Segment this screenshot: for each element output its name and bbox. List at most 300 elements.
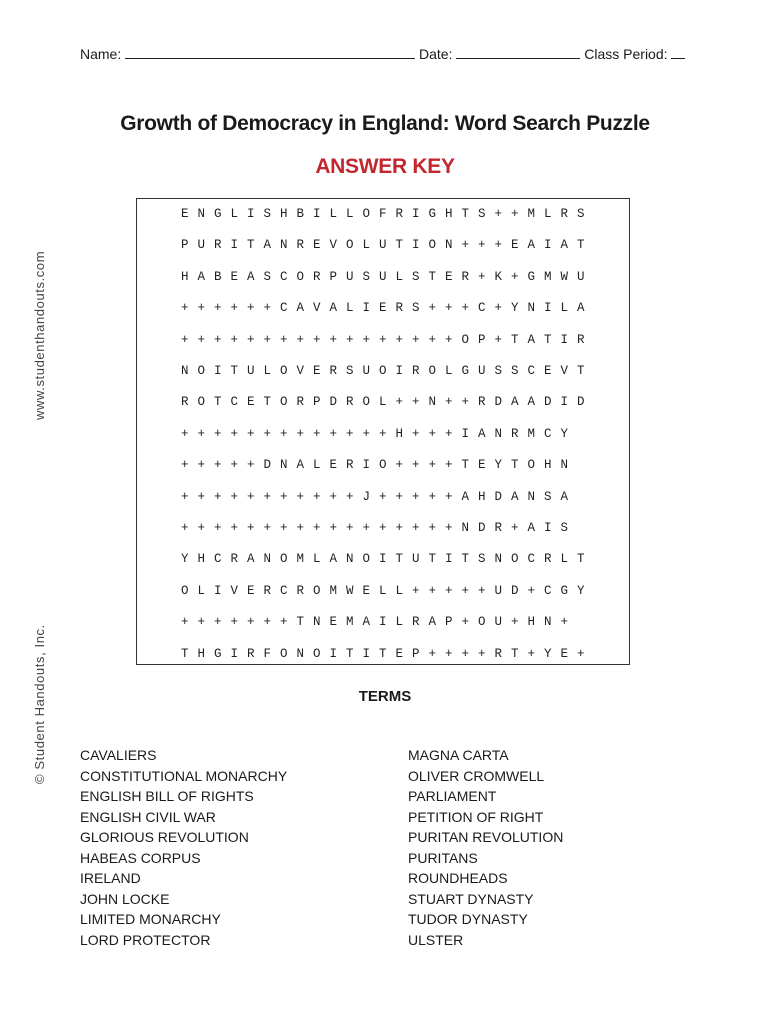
grid-letter: L — [395, 269, 404, 284]
grid-letter: S — [511, 364, 519, 378]
grid-letter: L — [263, 364, 272, 378]
grid-letter: N — [296, 646, 305, 661]
grid-letter: + — [181, 458, 189, 473]
grid-letter: + — [362, 426, 371, 441]
grid-letter: + — [428, 426, 437, 441]
grid-letter: A — [511, 395, 519, 410]
grid-letter: G — [214, 207, 222, 221]
grid-letter: + — [230, 489, 239, 504]
grid-letter: + — [296, 332, 305, 347]
grid-letter: E — [379, 301, 387, 316]
grid-letter: E — [362, 583, 371, 598]
grid-letter: R — [412, 615, 420, 630]
grid-letter: U — [247, 364, 255, 378]
grid-letter: R — [346, 395, 354, 410]
grid-letter: + — [313, 521, 321, 535]
grid-row — [181, 552, 594, 566]
grid-letter: + — [494, 301, 503, 316]
grid-letter: + — [329, 489, 338, 504]
grid-letter: H — [280, 207, 288, 221]
term-item: ULSTER — [408, 931, 464, 948]
grid-letter: T — [511, 458, 519, 473]
grid-row — [181, 427, 577, 441]
grid-letter: G — [461, 364, 470, 378]
grid-letter: L — [362, 238, 371, 253]
word-search-grid — [136, 198, 630, 665]
grid-letter: T — [247, 238, 255, 253]
term-item: MAGNA CARTA — [408, 747, 509, 763]
grid-letter: E — [313, 238, 321, 253]
grid-letter: + — [445, 646, 453, 661]
grid-letter: A — [362, 615, 371, 630]
grid-letter: + — [346, 521, 354, 535]
grid-letter: O — [428, 238, 437, 253]
grid-letter: O — [346, 238, 354, 253]
grid-letter: P — [313, 395, 321, 410]
terms-list-left — [80, 745, 287, 950]
grid-letter: N — [181, 364, 189, 378]
grid-letter: D — [263, 458, 272, 473]
grid-letter: I — [445, 552, 453, 567]
grid-letter: I — [230, 238, 239, 253]
grid-letter: U — [494, 615, 503, 630]
grid-letter: + — [527, 646, 536, 661]
grid-letter: U — [478, 364, 486, 378]
grid-letter: C — [478, 301, 486, 316]
grid-letter: T — [395, 552, 404, 567]
grid-letter: + — [560, 615, 569, 630]
grid-letter: V — [296, 364, 305, 378]
grid-letter: I — [395, 364, 404, 378]
grid-letter: L — [346, 207, 354, 221]
grid-letter: I — [544, 238, 552, 253]
grid-letter: N — [263, 552, 272, 567]
grid-letter: I — [362, 646, 371, 661]
grid-letter: + — [445, 458, 453, 473]
grid-letter: E — [511, 238, 519, 253]
grid-letter: + — [428, 458, 437, 473]
grid-letter: K — [494, 269, 503, 284]
grid-letter: + — [214, 521, 222, 535]
term-item: CONSTITUTIONAL MONARCHY — [80, 767, 288, 784]
grid-letter: P — [181, 238, 189, 253]
grid-letter: H — [197, 552, 206, 567]
grid-letter: N — [544, 615, 552, 630]
grid-letter: N — [560, 458, 569, 473]
grid-letter: + — [461, 395, 470, 410]
date-field[interactable] — [456, 46, 580, 59]
grid-letter: + — [247, 458, 255, 473]
grid-letter: H — [197, 646, 206, 661]
grid-letter: G — [214, 646, 222, 661]
grid-letter: H — [478, 489, 486, 504]
grid-letter: A — [461, 489, 470, 504]
grid-letter: + — [445, 489, 453, 504]
grid-letter: B — [296, 207, 305, 221]
grid-letter: A — [197, 269, 206, 284]
grid-letter: A — [527, 332, 536, 347]
grid-letter: O — [280, 646, 288, 661]
date-label: Date: — [419, 46, 453, 62]
grid-letter: O — [511, 552, 519, 567]
grid-letter: T — [230, 364, 239, 378]
grid-letter: R — [461, 269, 470, 284]
term-item: GLORIOUS REVOLUTION — [80, 829, 249, 845]
grid-letter: T — [181, 646, 189, 661]
grid-letter: + — [329, 332, 338, 347]
grid-letter: + — [379, 489, 387, 504]
grid-letter: T — [379, 646, 387, 661]
grid-row — [181, 458, 577, 472]
grid-letter: C — [280, 301, 288, 316]
grid-letter: L — [329, 207, 338, 221]
grid-letter: R — [478, 395, 486, 410]
grid-letter: L — [346, 301, 354, 316]
grid-letter: Y — [544, 646, 552, 661]
grid-letter: S — [362, 269, 371, 284]
grid-letter: F — [379, 207, 387, 221]
grid-letter: S — [577, 207, 585, 221]
grid-letter: + — [395, 332, 404, 347]
grid-letter: U — [412, 552, 420, 567]
grid-letter: + — [181, 615, 189, 630]
grid-letter: W — [346, 583, 354, 598]
grid-letter: + — [412, 395, 420, 410]
grid-letter: + — [214, 489, 222, 504]
grid-letter: + — [247, 615, 255, 630]
grid-letter: I — [379, 552, 387, 567]
grid-letter: S — [263, 207, 272, 221]
grid-letter: U — [577, 269, 585, 284]
grid-letter: T — [428, 269, 437, 284]
grid-letter: + — [197, 489, 206, 504]
grid-letter: + — [395, 489, 404, 504]
grid-letter: B — [214, 269, 222, 284]
grid-letter: L — [560, 301, 569, 316]
grid-letter: + — [214, 458, 222, 473]
grid-row — [181, 333, 594, 347]
grid-letter: R — [494, 521, 503, 535]
grid-letter: T — [461, 207, 470, 221]
terms-list-right — [408, 745, 563, 950]
grid-letter: O — [478, 615, 486, 630]
grid-letter: S — [544, 489, 552, 504]
grid-letter: R — [247, 646, 255, 661]
grid-letter: R — [494, 646, 503, 661]
grid-letter: + — [197, 301, 206, 316]
grid-letter: + — [263, 332, 272, 347]
grid-letter: A — [527, 521, 536, 535]
grid-letter: + — [445, 583, 453, 598]
grid-letter: E — [329, 615, 338, 630]
grid-letter: A — [296, 458, 305, 473]
grid-letter: U — [379, 269, 387, 284]
grid-letter: R — [181, 395, 189, 410]
grid-letter: A — [560, 238, 569, 253]
grid-letter: + — [230, 332, 239, 347]
grid-letter: O — [313, 646, 321, 661]
grid-letter: + — [527, 583, 536, 598]
grid-letter: T — [346, 646, 354, 661]
grid-letter: N — [494, 552, 503, 567]
grid-letter: T — [296, 615, 305, 630]
grid-letter: + — [280, 426, 288, 441]
grid-letter: S — [412, 269, 420, 284]
grid-letter: + — [280, 521, 288, 535]
grid-letter: O — [527, 458, 536, 473]
grid-letter: E — [544, 364, 552, 378]
grid-letter: P — [478, 332, 486, 347]
grid-letter: G — [560, 583, 569, 598]
grid-letter: + — [445, 332, 453, 347]
grid-row — [181, 615, 577, 629]
grid-letter: + — [214, 301, 222, 316]
grid-letter: D — [577, 395, 585, 410]
grid-letter: O — [379, 458, 387, 473]
grid-letter: + — [412, 458, 420, 473]
grid-letter: A — [329, 552, 338, 567]
grid-letter: A — [247, 552, 255, 567]
grid-letter: + — [197, 332, 206, 347]
grid-letter: A — [329, 301, 338, 316]
grid-letter: D — [494, 395, 503, 410]
grid-letter: + — [461, 615, 470, 630]
grid-letter: + — [362, 332, 371, 347]
grid-letter: T — [577, 552, 585, 567]
grid-letter: + — [478, 238, 486, 253]
grid-letter: + — [428, 646, 437, 661]
grid-letter: O — [280, 552, 288, 567]
grid-letter: + — [247, 521, 255, 535]
grid-letter: C — [214, 552, 222, 567]
grid-letter: E — [445, 269, 453, 284]
grid-letter: I — [214, 364, 222, 378]
grid-letter: L — [544, 207, 552, 221]
grid-letter: M — [527, 426, 536, 441]
grid-letter: + — [214, 332, 222, 347]
grid-letter: T — [395, 238, 404, 253]
grid-letter: + — [461, 238, 470, 253]
grid-letter: + — [428, 489, 437, 504]
grid-letter: P — [445, 615, 453, 630]
grid-letter: T — [461, 552, 470, 567]
grid-letter: + — [197, 615, 206, 630]
grid-letter: + — [577, 646, 585, 661]
grid-row — [181, 238, 594, 252]
grid-letter: + — [445, 521, 453, 535]
grid-letter: + — [296, 521, 305, 535]
grid-letter: L — [313, 552, 321, 567]
grid-letter: + — [313, 426, 321, 441]
grid-letter: T — [544, 332, 552, 347]
grid-letter: E — [247, 395, 255, 410]
grid-letter: + — [511, 269, 519, 284]
grid-letter: + — [280, 615, 288, 630]
grid-letter: O — [181, 583, 189, 598]
grid-letter: I — [412, 238, 420, 253]
grid-letter: E — [313, 364, 321, 378]
grid-letter: + — [428, 521, 437, 535]
term-item: IRELAND — [80, 870, 141, 886]
grid-letter: N — [445, 238, 453, 253]
grid-letter: + — [296, 489, 305, 504]
grid-letter: W — [560, 269, 569, 284]
grid-letter: + — [280, 332, 288, 347]
grid-letter: + — [428, 301, 437, 316]
grid-letter: R — [577, 332, 585, 347]
grid-letter: D — [544, 395, 552, 410]
grid-letter: I — [230, 646, 239, 661]
grid-row — [181, 584, 594, 598]
grid-letter: + — [197, 521, 206, 535]
grid-letter: J — [362, 489, 371, 504]
website-text: www.studenthandouts.com — [32, 250, 47, 420]
grid-letter: N — [428, 395, 437, 410]
grid-row — [181, 395, 594, 409]
grid-letter: Y — [577, 583, 585, 598]
grid-letter: G — [527, 269, 536, 284]
grid-letter: + — [181, 301, 189, 316]
grid-letter: C — [527, 364, 536, 378]
grid-letter: O — [461, 332, 470, 347]
grid-letter: O — [362, 552, 371, 567]
grid-letter: + — [428, 332, 437, 347]
grid-letter: R — [560, 207, 569, 221]
grid-letter: + — [247, 301, 255, 316]
grid-letter: + — [247, 332, 255, 347]
grid-letter: P — [329, 269, 338, 284]
grid-letter: + — [478, 269, 486, 284]
grid-row — [181, 364, 594, 378]
grid-letter: + — [296, 426, 305, 441]
grid-letter: R — [412, 364, 420, 378]
grid-letter: T — [511, 646, 519, 661]
grid-letter: O — [197, 395, 206, 410]
grid-letter: U — [379, 238, 387, 253]
grid-letter: + — [346, 489, 354, 504]
grid-letter: M — [346, 615, 354, 630]
grid-letter: C — [527, 552, 536, 567]
grid-letter: C — [544, 583, 552, 598]
grid-letter: A — [296, 301, 305, 316]
grid-letter: + — [230, 521, 239, 535]
grid-letter: + — [395, 521, 404, 535]
grid-letter: F — [263, 646, 272, 661]
grid-row — [181, 207, 594, 221]
terms-heading: TERMS — [358, 688, 412, 705]
grid-letter: M — [329, 583, 338, 598]
grid-letter: T — [428, 552, 437, 567]
grid-letter: + — [494, 332, 503, 347]
grid-letter: + — [461, 646, 470, 661]
grid-letter: + — [445, 395, 453, 410]
grid-letter: H — [445, 207, 453, 221]
term-item: LIMITED MONARCHY — [80, 911, 221, 927]
grid-letter: O — [362, 395, 371, 410]
grid-letter: + — [346, 426, 354, 441]
grid-letter: S — [478, 207, 486, 221]
grid-letter: + — [346, 332, 354, 347]
grid-letter: G — [428, 207, 437, 221]
grid-letter: C — [230, 395, 239, 410]
class-period-label: Class Period: — [584, 46, 668, 62]
answer-key-label: ANSWER KEY — [315, 155, 455, 178]
grid-row — [181, 270, 594, 284]
grid-letter: S — [346, 364, 354, 378]
grid-letter: R — [511, 426, 519, 441]
grid-letter: + — [230, 426, 239, 441]
grid-letter: + — [478, 583, 486, 598]
grid-letter: E — [395, 646, 404, 661]
grid-letter: + — [379, 332, 387, 347]
grid-letter: + — [181, 521, 189, 535]
grid-letter: R — [544, 552, 552, 567]
grid-letter: + — [181, 332, 189, 347]
grid-letter: H — [527, 615, 536, 630]
grid-letter: O — [313, 583, 321, 598]
grid-letter: H — [181, 269, 189, 284]
grid-letter: A — [527, 238, 536, 253]
grid-letter: S — [560, 521, 569, 535]
term-item: HABEAS CORPUS — [80, 849, 201, 866]
class-period-field[interactable] — [671, 46, 685, 59]
grid-letter: + — [230, 458, 239, 473]
grid-letter: S — [478, 552, 486, 567]
grid-letter: + — [362, 521, 371, 535]
grid-row — [181, 647, 594, 661]
grid-letter: + — [263, 301, 272, 316]
term-item: TUDOR DYNASTY — [408, 911, 528, 927]
grid-letter: I — [412, 207, 420, 221]
header-line — [80, 46, 685, 62]
term-item: ROUNDHEADS — [408, 870, 508, 886]
grid-row — [181, 490, 577, 504]
grid-letter: + — [263, 489, 272, 504]
grid-letter: R — [395, 301, 404, 316]
grid-letter: O — [428, 364, 437, 378]
grid-letter: S — [263, 269, 272, 284]
grid-letter: + — [511, 615, 519, 630]
grid-letter: L — [379, 583, 387, 598]
grid-letter: E — [478, 458, 486, 473]
grid-letter: + — [181, 489, 189, 504]
grid-letter: O — [379, 364, 387, 378]
grid-letter: + — [197, 458, 206, 473]
grid-letter: + — [313, 489, 321, 504]
grid-letter: L — [445, 364, 453, 378]
grid-letter: A — [527, 395, 536, 410]
grid-letter: + — [280, 489, 288, 504]
grid-letter: + — [181, 426, 189, 441]
grid-letter: + — [329, 521, 338, 535]
grid-letter: R — [395, 207, 404, 221]
grid-letter: T — [214, 395, 222, 410]
grid-letter: V — [313, 301, 321, 316]
grid-letter: V — [329, 238, 338, 253]
grid-letter: O — [280, 364, 288, 378]
grid-letter: + — [263, 521, 272, 535]
grid-letter: L — [230, 207, 239, 221]
grid-letter: D — [511, 583, 519, 598]
grid-letter: + — [247, 489, 255, 504]
grid-letter: I — [362, 301, 371, 316]
grid-letter: L — [313, 458, 321, 473]
grid-letter: T — [511, 332, 519, 347]
grid-letter: + — [461, 583, 470, 598]
grid-letter: D — [329, 395, 338, 410]
grid-letter: Y — [511, 301, 519, 316]
name-field[interactable] — [125, 46, 415, 59]
